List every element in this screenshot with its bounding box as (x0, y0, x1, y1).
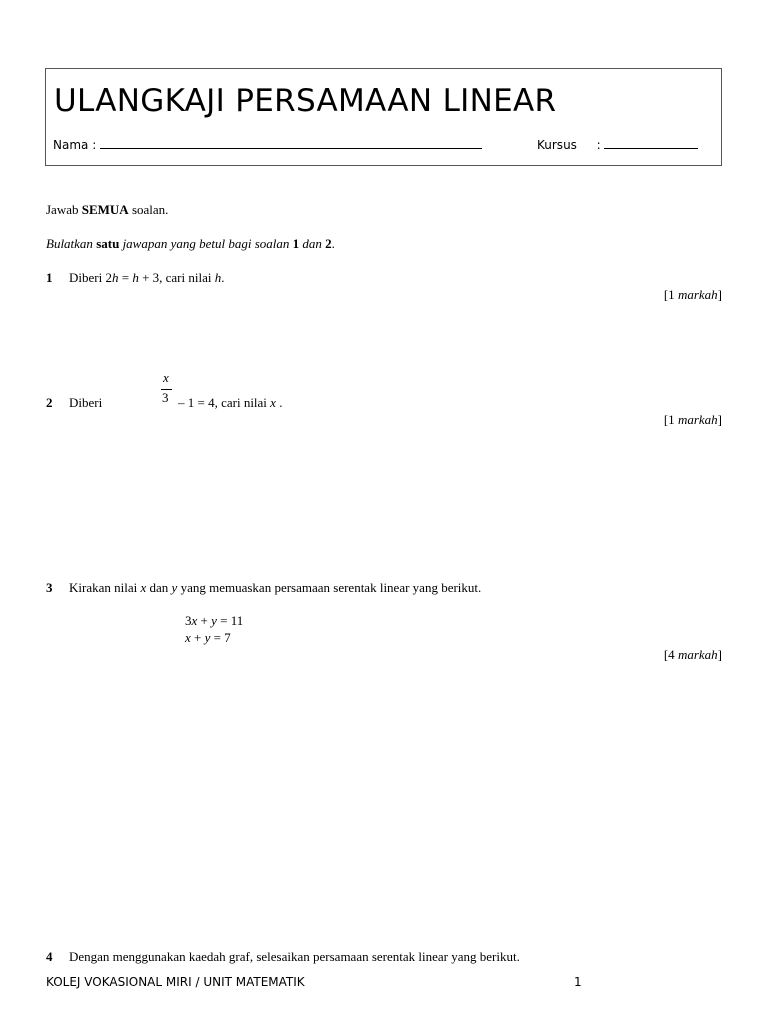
marks-text: ] (717, 647, 722, 662)
question-3-equation-1 (185, 613, 243, 629)
q-text: + 3, cari nilai (138, 270, 215, 285)
instruction-text: Bulatkan (46, 236, 97, 251)
kursus-colon: : (596, 138, 601, 152)
question-4-number: 4 (46, 949, 53, 964)
marks-text: markah (677, 647, 718, 662)
instruction-line-1 (46, 202, 168, 218)
page-title: ULANGKAJI PERSAMAAN LINEAR (54, 83, 557, 119)
question-2-fraction-denominator: 3 (162, 390, 169, 405)
eq-text: + (197, 613, 212, 628)
question-2-fraction-numerator: x (163, 370, 169, 385)
q-text: – 1 = 4, cari nilai (178, 395, 271, 410)
eq-text: 3 (185, 613, 192, 628)
header-box (45, 68, 722, 166)
instruction-line-2 (46, 236, 335, 252)
kursus-label: Kursus (537, 138, 577, 152)
nama-label: Nama : (53, 138, 97, 152)
q-text: = (118, 270, 133, 285)
nama-blank-line[interactable] (100, 138, 482, 149)
q-variable: x (140, 580, 147, 595)
question-2-diberi: Diberi (69, 395, 103, 410)
footer-institution: KOLEJ VOKASIONAL MIRI / UNIT MATEMATIK (46, 975, 305, 989)
marks-text: markah (677, 287, 718, 302)
instruction-text: dan (299, 236, 326, 251)
question-2-number: 2 (46, 395, 53, 410)
q-text: yang memuaskan persamaan serentak linear yang berikut. (177, 580, 482, 595)
eq-text: + (190, 630, 205, 645)
marks-text: ] (717, 287, 722, 302)
q-variable: h (214, 270, 222, 285)
question-3-number: 3 (46, 580, 53, 595)
eq-text: = 7 (210, 630, 231, 645)
instruction-emphasis: 1 (292, 236, 300, 251)
q-variable: h (111, 270, 119, 285)
q-text: dan (146, 580, 172, 595)
q-variable: x (191, 613, 198, 628)
footer-page-number: 1 (574, 975, 582, 989)
instruction-text: Jawab (46, 202, 82, 217)
instruction-text: jawapan yang betul bagi soalan (119, 236, 293, 251)
kursus-blank-line[interactable] (604, 138, 698, 149)
q-variable: y (171, 580, 178, 595)
question-1-text (69, 270, 224, 286)
marks-text: [4 (663, 647, 678, 662)
q-variable: y (204, 630, 211, 645)
eq-text: = 11 (216, 613, 244, 628)
kursus-field (537, 138, 698, 152)
q-variable: x (185, 630, 191, 645)
nama-field (53, 138, 482, 152)
marks-text: [1 (663, 412, 678, 427)
q-text: Diberi 2 (69, 270, 112, 285)
q-text: . (275, 395, 283, 410)
question-3-equation-2 (185, 630, 231, 646)
question-3-text (69, 580, 481, 596)
instruction-emphasis: SEMUA (81, 202, 129, 217)
marks-text: markah (677, 412, 718, 427)
q-variable: h (132, 270, 139, 285)
question-2-text (178, 395, 282, 411)
q-variable: x (270, 395, 276, 410)
question-1-number: 1 (46, 270, 53, 285)
q-text: . (221, 270, 225, 285)
question-3-marks (664, 647, 722, 663)
question-1-marks (664, 287, 722, 303)
q-text: Kirakan nilai (69, 580, 141, 595)
instruction-text: . (331, 236, 335, 251)
question-2-marks (664, 412, 722, 428)
marks-text: [1 (663, 287, 678, 302)
question-4-text: Dengan menggunakan kaedah graf, selesaikan persamaan serentak linear yang berikut. (69, 949, 520, 964)
marks-text: ] (717, 412, 722, 427)
instruction-emphasis: satu (96, 236, 120, 251)
instruction-text: soalan. (128, 202, 169, 217)
q-variable: y (211, 613, 217, 628)
instruction-emphasis: 2 (325, 236, 332, 251)
